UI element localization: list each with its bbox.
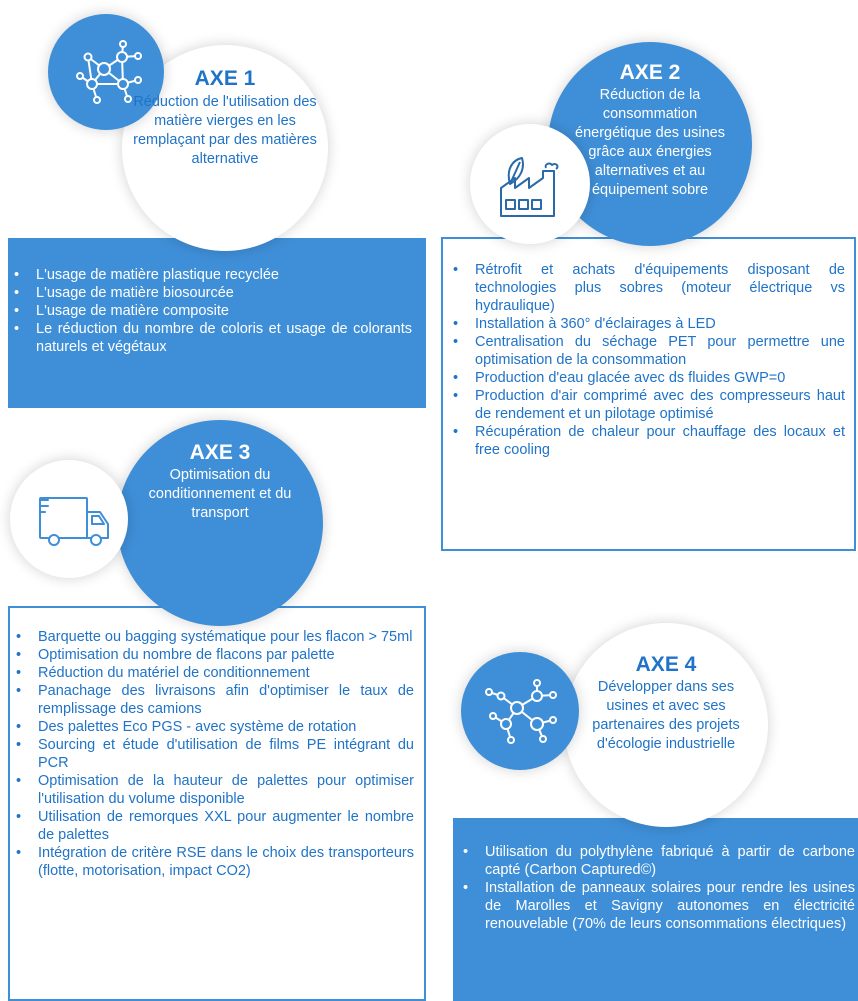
list-item: • Production d'air comprimé avec des compresseurs haut de rendement et un pilotage optimisé (447, 387, 845, 423)
network-icon (461, 652, 579, 770)
list-item: • Rétrofit et achats d'équipements disposant de technologies plus sobres (moteur électrique vs hydraulique) (447, 261, 845, 315)
axe2-panel (441, 237, 856, 551)
axe1-description: Réduction de l'utilisation des matière vierges en les remplaçant par des matières alternative (133, 94, 317, 167)
axe1-heading (132, 66, 318, 169)
list-item: • Panachage des livraisons afin d'optimiser le taux de remplissage des camions (10, 682, 414, 718)
axe4-description: Développer dans ses usines et avec ses partenaires des projets d'écologie industrielle (592, 679, 740, 752)
axe1-panel (8, 238, 426, 408)
list-item: • Installation de panneaux solaires pour rendre les usines de Marolles et Savigny autonomes en électricité renouvelable (70% de leurs consommations électriques) (457, 879, 855, 933)
axe3-icon-circle (10, 460, 128, 578)
list-item: • Réduction du matériel de conditionnement (10, 664, 414, 682)
list-item: • Barquette ou bagging systématique pour les flacon > 75ml (10, 628, 414, 646)
list-item: • Sourcing et étude d'utilisation de films PE intégrant du PCR (10, 736, 414, 772)
list-item: • L'usage de matière plastique recyclée (8, 266, 412, 284)
list-item: • Optimisation de la hauteur de palettes pour optimiser l'utilisation du volume disponible (10, 772, 414, 808)
list-item: • Installation à 360° d'éclairages à LED (447, 315, 845, 333)
list-item: • Le réduction du nombre de coloris et usage de colorants naturels et végétaux (8, 320, 412, 356)
axe4-list (457, 843, 855, 933)
delivery-truck-icon (10, 460, 128, 578)
list-item: • L'usage de matière biosourcée (8, 284, 412, 302)
axe3-list (10, 628, 414, 880)
axe2-title: AXE 2 (619, 61, 681, 84)
list-item: • Intégration de critère RSE dans le choix des transporteurs (flotte, motorisation, impact CO2) (10, 844, 414, 880)
list-item: • Des palettes Eco PGS - avec système de rotation (10, 718, 414, 736)
axe1-title: AXE 1 (194, 67, 256, 90)
axe3-heading (140, 440, 300, 523)
axe2-heading (565, 60, 735, 200)
axe4-icon-circle (461, 652, 579, 770)
axe3-title: AXE 3 (189, 441, 251, 464)
list-item: • Centralisation du séchage PET pour permettre une optimisation de la consommation (447, 333, 845, 369)
list-item: • Utilisation du polythylène fabriqué à partir de carbone capté (Carbon Captured©) (457, 843, 855, 879)
axe1-list (8, 266, 412, 356)
axe3-panel (8, 606, 426, 1001)
list-item: • Récupération de chaleur pour chauffage des locaux et free cooling (447, 423, 845, 459)
axe2-description: Réduction de la consommation énergétique des usines grâce aux énergies alternatives et au équipement sobre (575, 87, 725, 198)
axe4-heading (584, 652, 748, 754)
axe3-description: Optimisation du conditionnement et du transport (148, 467, 292, 521)
axe4-panel (453, 818, 858, 1001)
list-item: • Utilisation de remorques XXL pour augmenter le nombre de palettes (10, 808, 414, 844)
axe2-list (447, 261, 845, 459)
list-item: • Optimisation du nombre de flacons par palette (10, 646, 414, 664)
axe4-title: AXE 4 (635, 653, 697, 676)
list-item: • L'usage de matière composite (8, 302, 412, 320)
list-item: • Production d'eau glacée avec ds fluides GWP=0 (447, 369, 845, 387)
